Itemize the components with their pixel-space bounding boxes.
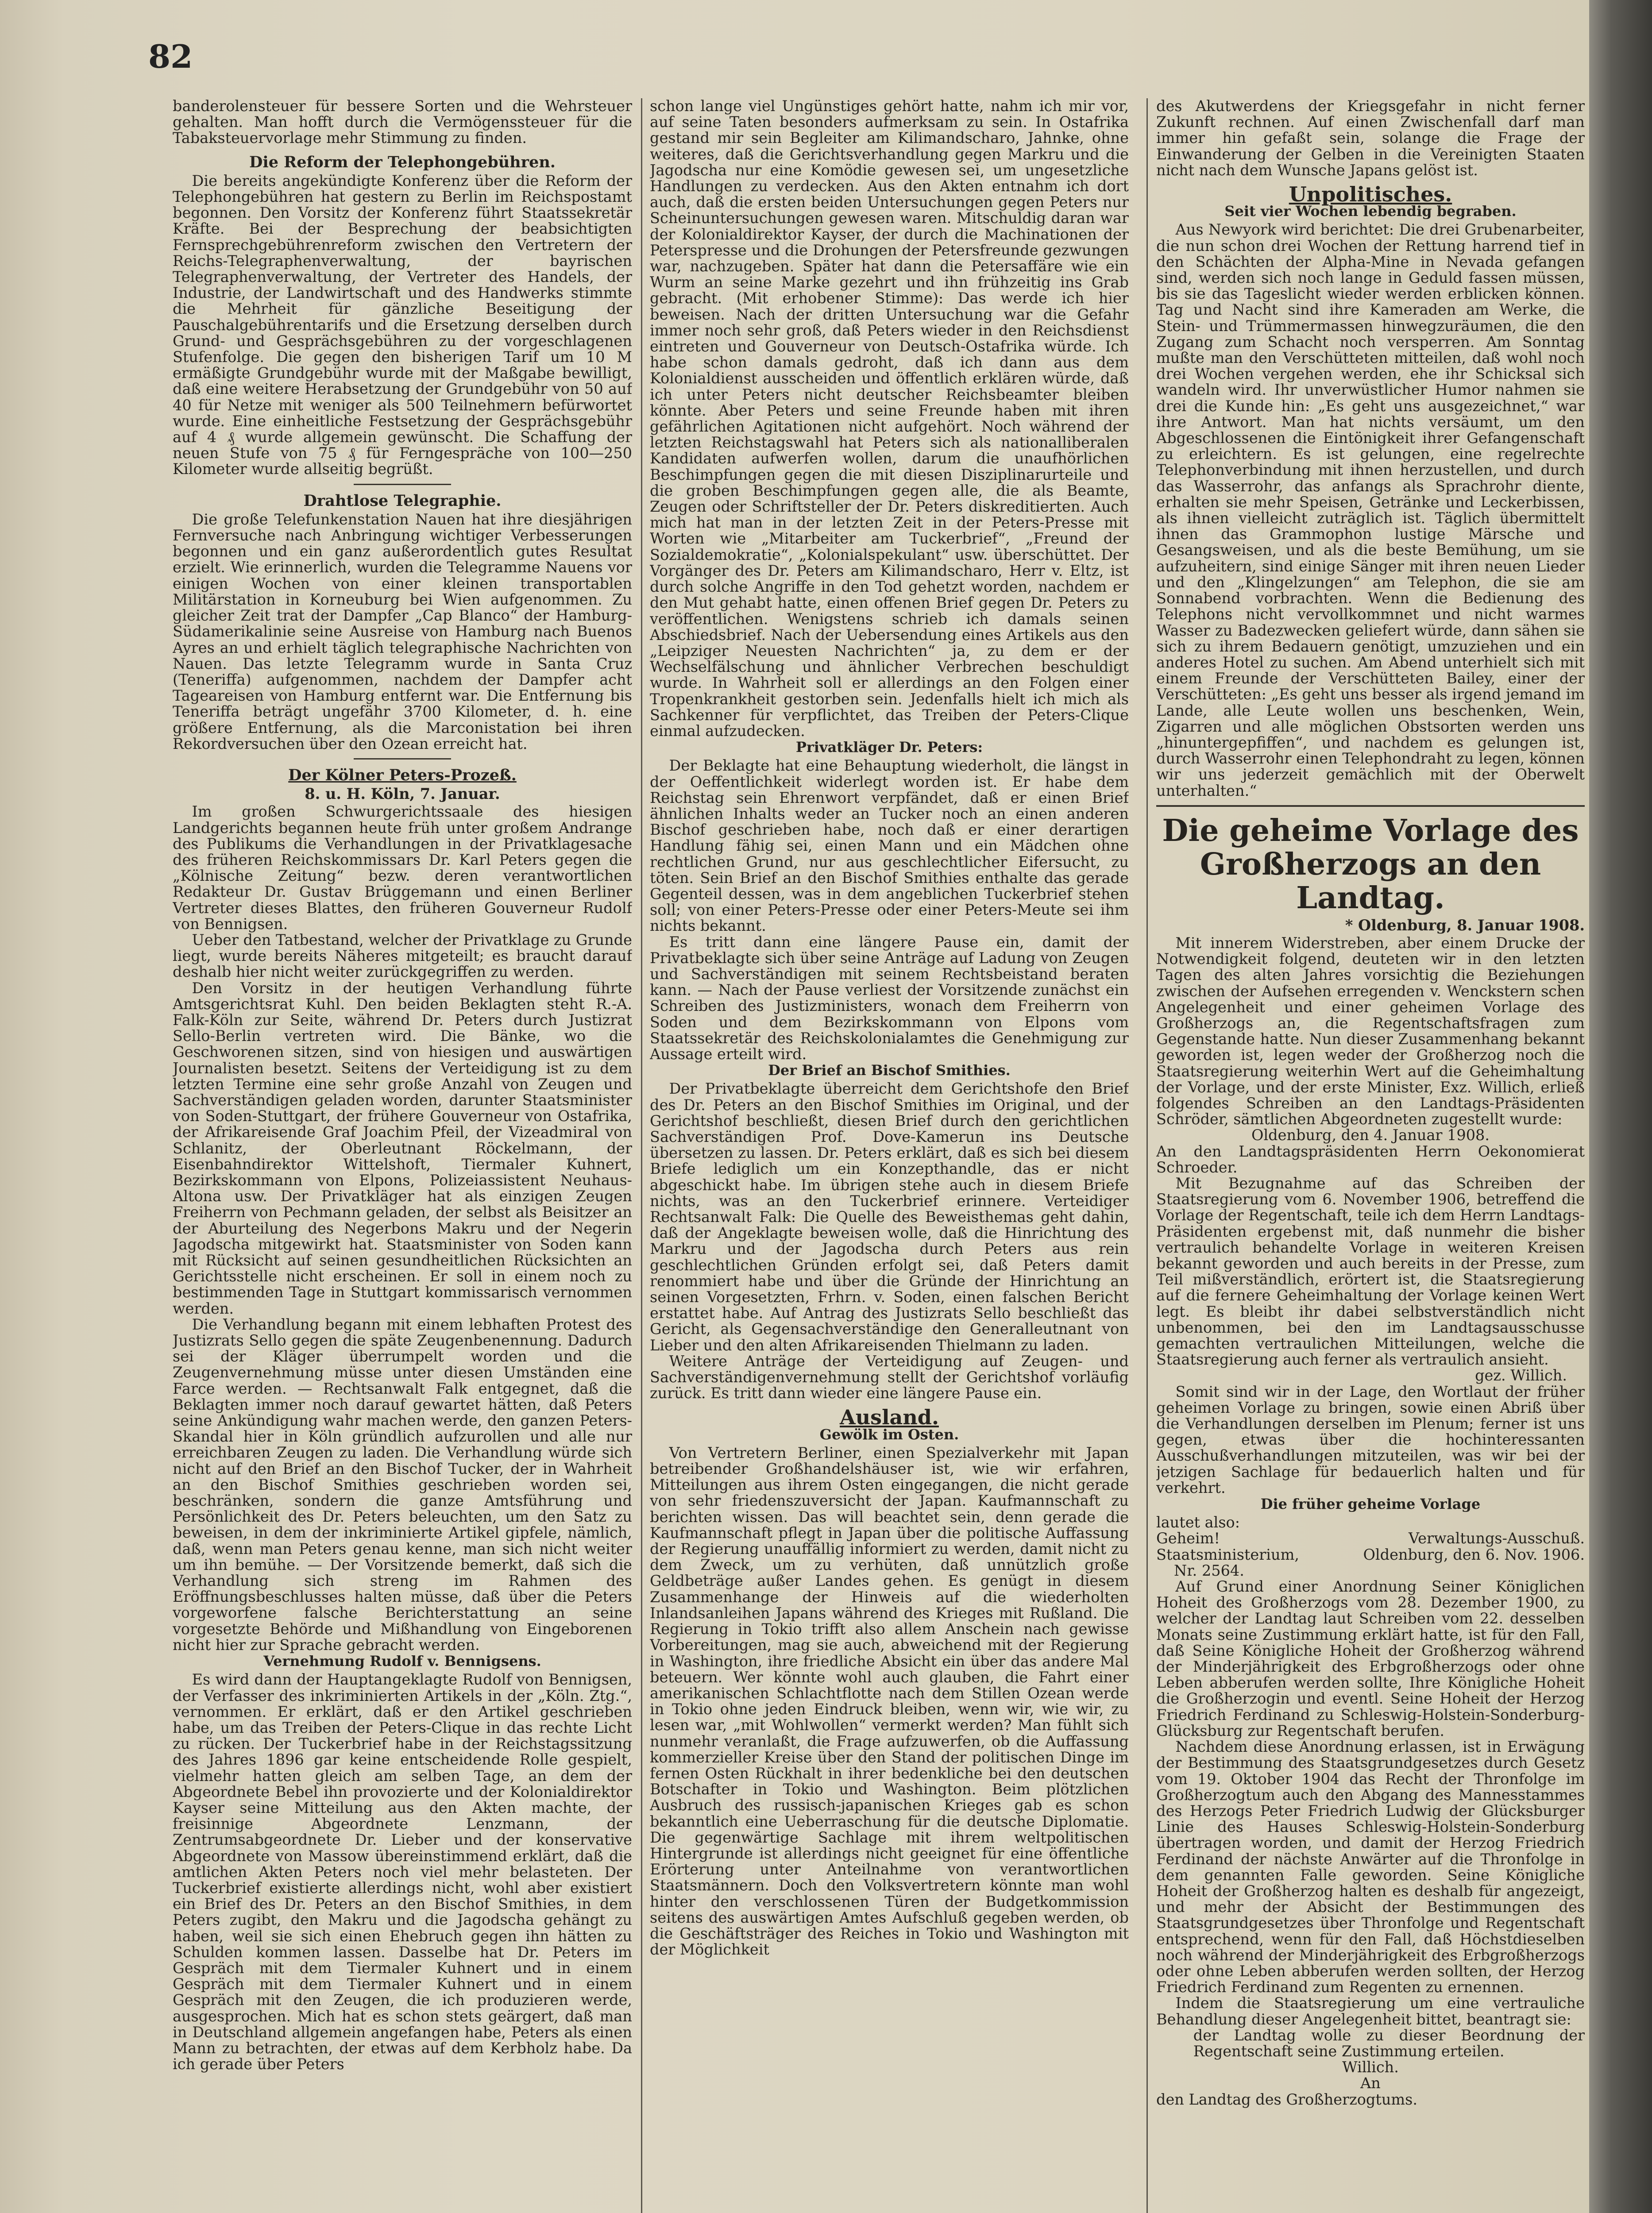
horizontal-rule	[1156, 805, 1585, 807]
label-lautet: lautet also:	[1156, 1514, 1240, 1531]
paragraph: Den Vorsitz in der heutigen Verhandlung führte Amtsgerichtsrat Kuhl. Den beiden Beklagten steht R.-A. Falk-Köln zur Seite, während Dr. Peters durch Justizrat Sello-Berlin vertreten wird. Die Bänke, wo die Geschworenen sitzen, sind von hiesigen und auswärtigen Journalisten besetzt. Seitens der Verteidigung ist zu dem letzten Termine eine sehr große Anzahl von Zeugen und Sachverständigen geladen worden, darunter Staatsminister von Soden-Stuttgart, der frühere Gouverneur von Ostafrika, der Afrikareisende Graf Joachim Pfeil, der Vizeadmiral von Schlanitz, der Oberleutnant Röckelmann, der Eisenbahndirektor Wittelshoft, Tiermaler Kuhnert, Bezirkskommann von Elpons, Polizeiassistent Neuhaus-Altona usw. Der Privatkläger hat als einzigen Zeugen Freiherrn von Pechmann geladen, der selbst als Beisitzer an der Aburteilung des Negerbons Makru und der Negerin Jagodscha mitgewirkt hat. Staatsminister von Soden kann mit Rücksicht auf seinen gesundheitlichen Rücksichten an Gerichtsstelle nicht erscheinen. Er soll in einem noch zu bestimmenden Tage in Stuttgart kommissarisch vernommen werden.	[173, 979, 632, 1317]
section-ausland: Ausland.	[840, 1405, 939, 1430]
paragraph: Im großen Schwurgerichtssaale des hiesigen Landgerichts begannen heute früh unter großem Andrange des Publikums die Verhandlungen in der Privatklagesache des früheren Reichskommissars Dr. Karl Peters gegen die „Kölnische Zeitung“ bezw. deren verantwortlichen Redakteur Dr. Gustav Brüggemann und einen Berliner Vertreter dieses Blattes, den früheren Gouverneur Rudolf von Bennigsen.	[173, 803, 632, 933]
headline-secret-bill: Die geheime Vorlage des Großherzogs an den Landtag.	[1162, 813, 1579, 916]
page-number: 82	[148, 38, 193, 75]
paragraph: Die bereits angekündigte Konferenz über die Reform der Telephongebühren hat gestern zu Berlin im Reichspostamt begonnen. Den Vorsitz der Konferenz führt Staatssekretär Kräfte. Bei der Besprechung der beabsichtigten Fernsprechgebührenreform zwischen den Vertretern der Reichs-Telegraphenverwaltung, der bayrischen Telegraphenverwaltung, der Vertreter des Handels, der Industrie, der Landwirtschaft und des Handwerks stimmte die Mehrheit für gänzliche Beseitigung der Pauschalgebührentarifs und die Ersetzung derselben durch Grund- und Gesprächsgebühren zu der vorgeschlagenen Stufenfolge. Die gegen den bisherigen Tarif um 10 M ermäßigte Grundgebühr wurde mit der Maßgabe bewilligt, daß eine weitere Herabsetzung der Grundgebühr von 50 auf 40 für Netze mit weniger als 500 Teilnehmern befürwortet wurde. Eine einheitliche Festsetzung der Gesprächsgebühr auf 4 ₰ wurde allgemein gewünscht. Die Schaffung der neuen Stufe von 75 ₰ für Ferngespräche von 100—250 Kilometer wurde allseitig begrüßt.	[173, 172, 632, 478]
subheading-bennigsen: Vernehmung Rudolf v. Bennigsens.	[263, 1653, 541, 1670]
paragraph: Nachdem diese Anordnung erlassen, ist in Erwägung der Bestimmung des Staatsgrundgesetzes durch Gesetz vom 19. Oktober 1904 das Recht der Thronfolge im Großherzogtum auch den Abgang des Mannesstammes des Herzogs Peter Friedrich Ludwig der Glücksburger Linie des Hauses Schleswig-Holstein-Sonderburg übertragen worden, und damit der Herzog Friedrich Ferdinand der nächste Anwärter auf die Thronfolge in dem genannten Falle geworden. Seine Königliche Hoheit der Großherzog halten es deshalb für angezeigt, und mehr der Absicht der Bestimmungen des Staatsgrundgesetzes über Thronfolge und Regentschaft entsprechend, wenn für den Fall, daß Höchstdieselben noch während der Minderjährigkeit des Erbgroßherzogs oder ohne Leben abberufen werden sollten, der Herzog Friedrich Ferdinand zum Regenten zu ernennen.	[1156, 1738, 1585, 1996]
paragraph: Der Beklagte hat eine Behauptung wiederholt, die längst in der Oeffentlichkeit widerlegt worden ist. Er habe dem Reichstag sein Ehrenwort verpfändet, daß er einen Brief ähnlichen Inhalts weder an Tucker noch an einen anderen Bischof geschrieben habe, noch daß er einer derartigen Handlung fähig sei, einen Mann und ein Mädchen ohne rechtlichen Grund, nur aus geschlechtlicher Eifersucht, zu töten. Sein Brief an den Bischof Smithies enthalte das gerade Gegenteil dessen, was in dem angeblichen Tuckerbrief stehen soll; von einer Peters-Presse oder einer Peters-Meute sei ihm nichts bekannt.	[650, 757, 1129, 935]
heading-clouds-east: Gewölk im Osten.	[819, 1426, 959, 1443]
letterhead-secret: Geheim!	[1156, 1530, 1220, 1547]
paragraph: Indem die Staatsregierung um eine vertrauliche Behandlung dieser Angelegenheit bittet, beantragt sie:	[1156, 1994, 1585, 2028]
letter-number: Nr. 2564.	[1174, 1561, 1244, 1579]
paragraph: Von Vertretern Berliner, einen Spezialverkehr mit Japan betreibender Großhandelshäuser ist, wie wir erfahren, Mitteilungen aus ihrem Osten eingegangen, die nicht gerade von sehr friedenszuversicht der Japan. Kaufmannschaft zu berichten wissen. Das will beachtet sein, denn gerade die Kaufmannschaft pflegt in Japan über die politische Auffassung der Regierung unauffällig informiert zu werden, damit nicht zu dem Zweck, um zu verhüten, daß unnützlich große Geldbeträge außer Landes gehen. Es genügt in diesem Zusammenhange der Hinweis auf die wiederholten Inlandsanleihen Japans während des Krieges mit Rußland. Die Regierung in Tokio trifft also allem Anschein nach gewisse Vorbereitungen, mag sie auch, abweichend mit der Regierung in Washington, ihre friedliche Absicht ein über das andere Mal beteuern. Wer könnte wohl auch glauben, die Fahrt einer amerikanischen Schlachtflotte nach dem Stillen Ozean werde in Tokio ohne jeden Eindruck bleiben, wenn wir, wie wir, zu lesen war, „mit Wohlwollen“ vermerkt werden? Man fühlt sich nunmehr veranlaßt, die Frage aufzuwerfen, ob die Auffassung kommerzieller Kreise über den Stand der politischen Dinge im fernen Osten Rückhalt in ihrer bedenkliche bei den deutschen Botschafter in Tokio und Washington. Beim plötzlichen Ausbruch des russisch-japanischen Krieges gab es schon bekanntlich eine Ueberraschung für die deutsche Diplomatie. Die gegenwärtige Sachlage mit ihrem weltpolitischen Hintergrunde ist allerdings nicht geeignet für eine öffentliche Erörterung unter Anteilnahme von verantwortlichen Staatsmännern. Doch den Volksvertretern könnte man wohl hinter den verschlossenen Türen der Budgetkommission seitens des auswärtigen Amtes Aufschluß gegeben werden, ob die Geschäftsträger des Reiches in Tokio und Washington mit der Möglichkeit	[650, 1444, 1129, 1959]
letter-date: Oldenburg, den 4. Januar 1908.	[1251, 1126, 1490, 1144]
paragraph: des Akutwerdens der Kriegsgefahr in nicht ferner Zukunft rechnen. Auf einen Zwischenfall darf man immer hin gefaßt sein, solange die Frage der Einwanderung der Gelben in die Vereinigten Staaten nicht nach dem Wunsche Japans gelöst ist.	[1156, 98, 1585, 179]
heading-telephone-reform: Die Reform der Telephongebühren.	[249, 153, 556, 171]
page-edge-shadow	[1589, 0, 1652, 2213]
heading-former-secret-bill: Die früher geheime Vorlage	[1260, 1496, 1481, 1513]
letterhead-row-1	[1156, 1531, 1585, 1546]
letterhead-date: Oldenburg, den 6. Nov. 1906.	[1363, 1546, 1585, 1563]
paragraph: Es tritt dann eine längere Pause ein, damit der Privatbeklagte sich über seine Anträge auf Ladung von Zeugen und Sachverständigen mit seinem Rechtsbeistand beraten kann. — Nach der Pause verliest der Vorsitzende zunächst ein Schreiben des Justizministers, wonach dem Freiherrn von Soden und dem Bezirkskommann von Elpons vom Staatssekretär des Reichskolonialamtes die Genehmigung zur Aussage erteilt wird.	[650, 933, 1129, 1063]
column-1-intro: banderolensteuer für bessere Sorten und die Wehrsteuer gehalten. Man hofft durch die Vermögenssteuer für die Tabaksteuervorlage mehr Stimmung zu finden.	[173, 98, 632, 147]
letterhead-ministry: Staatsministerium,	[1156, 1546, 1299, 1563]
signature: gez. Willich.	[1475, 1367, 1567, 1384]
dateline: 8. u. H. Köln, 7. Januar.	[305, 785, 500, 803]
signature: Willich.	[1342, 2059, 1399, 2076]
paragraph: Der Privatbeklagte überreicht dem Gerichtshofe den Brief des Dr. Peters an den Bischof Smithies im Original, und der Gerichtshof beschließt, diesen Brief durch den gerichtlichen Sachverständigen Prof. Dove-Kamerun ins Deutsche übersetzen zu lassen. Dr. Peters erklärt, daß es sich bei diesem Briefe lediglich um ein Konzepthandle, das er nicht abgeschickt habe. Im übrigen stehe auch in diesem Briefe nichts, was an den Tuckerbrief erinnere. Verteidiger Rechtsanwalt Falk: Die Quelle des Beweisthemas geht dahin, daß der Angeklagte beweisen wolle, daß die Hinrichtung des Markru und der Jagodscha durch Peters aus rein geschlechtlichen Gründen erfolgt sei, daß Peters damit renommiert habe und über die Gründe der Hinrichtung an seinen Vorgesetzten, Frhrn. v. Soden, einen falschen Bericht erstattet habe. Auf Antrag des Justizrats Sello beschließt das Gericht, als Gegensachverständige den Generalleutnant von Lieber und den alten Afrikareisenden Thielmann zu laden.	[650, 1080, 1129, 1354]
address-landtag: den Landtag des Großherzogtums.	[1156, 2090, 1418, 2108]
heading-peters-trial: Der Kölner Peters-Prozeß.	[288, 766, 517, 784]
letterhead-row-2	[1156, 1547, 1585, 1563]
heading-buried-alive: Seit vier Wochen lebendig begraben.	[1224, 203, 1517, 220]
paragraph: Mit Bezugnahme auf das Schreiben der Staatsregierung vom 6. November 1906, betreffend die Vorlage der Regentschaft, teile ich dem Herrn Landtags-Präsidenten ergebenst mit, daß nunmehr die bisher vertraulich behandelte Vorlage in weiteren Kreisen bekannt geworden und auch bereits in der Presse, zum Teil mißverständlich, erörtert ist, die Staatsregierung auf die fernere Geheimhaltung der Vorlage keinen Wert legt. Es bleibt ihr dabei selbstverständlich nicht unbenommen, bei den im Landtagsausschusse gemachten vertraulichen Mitteilungen, welche die Staatsregierung auch ferner als vertraulich ansieht.	[1156, 1174, 1585, 1369]
heading-wireless-telegraphy: Drahtlose Telegraphie.	[303, 491, 502, 510]
column-1	[173, 98, 632, 2213]
separator	[354, 484, 451, 485]
subheading-plaintiff: Privatkläger Dr. Peters:	[795, 739, 983, 756]
letterhead-committee: Verwaltungs-Ausschuß.	[1409, 1530, 1585, 1547]
column-rule-1	[641, 98, 642, 2213]
paragraph: schon lange viel Ungünstiges gehört hatte, nahm ich mir vor, auf seine Taten besonders aufmerksam zu sein. In Ostafrika gestand mir sein Begleiter am Kilimandscharo, Jahnke, ohne weiteres, daß die Gerichtsverhandlung gegen Markru und die Jagodscha nur eine Komödie gewesen sei, um ungesetzliche Handlungen zu verdecken. Aus den Akten entnahm ich dort auch, daß die ersten beiden Untersuchungen gegen Peters nur Scheinuntersuchungen gewesen waren. Mitschuldig daran war der Kolonialdirektor Kayser, der durch die Machinationen der Peterspresse und die Drohungen der Petersfreunde gezwungen war, nachzugeben. Später hat dann die Petersaffäre wie ein Wurm an seine Marke gezehrt und ihn frühzeitig ins Grab gebracht. (Mit erhobener Stimme): Das werde ich hier beweisen. Nach der dritten Untersuchung war die Gefahr immer noch sehr groß, daß Peters wieder in den Reichsdienst eintreten und Gouverneur von Deutsch-Ostafrika würde. Ich habe schon damals gedroht, daß ich dann aus dem Kolonialdienst ausscheiden und öffentlich erklären würde, daß ich unter Peters nicht deutscher Reichsbeamter bleiben könnte. Aber Peters und seine Freunde haben mit ihren gefährlichen Agitationen nicht aufgehört. Noch während der letzten Reichstagswahl hat Peters sich als nationalliberalen Kandidaten aufwerfen wollen, darum die unaufhörlichen Beschimpfungen gegen die mit diesen Disziplinarurteile und die groben Beschimpfungen gegen alle, die als Beamte, Zeugen oder Schriftsteller der Dr. Peters diskreditierten. Auch mich hat man in der letzten Zeit in der Peters-Presse mit Worten wie „Mitarbeiter am Tuckerbrief“, „Freund der Sozialdemokratie“, „Kolonialspekulant“ usw. überschüttet. Der Vorgänger des Dr. Peters am Kilimandscharo, Herr v. Eltz, ist durch solche Angriffe in den Tod gehetzt worden, nachdem er den Mut gehabt hatte, einen offenen Brief gegen Dr. Peters zu veröffentlichen. Wenigstens schrieb ich damals seinen Abschiedsbrief. Nach der Uebersendung eines Artikels aus den „Leipziger Neuesten Nachrichten“ ja, zu dem er der Wechselfälschung und ähnlicher Verbrechen beschuldigt wurde. In Wahrheit soll er allerdings an den Folgen einer Tropenkrankheit gestorben sein. Jedenfalls hielt ich mich als Sachkenner für verpflichtet, das Treiben der Peters-Clique einmal aufzudecken.	[650, 98, 1129, 740]
paragraph: Somit sind wir in der Lage, den Wortlaut der früher geheimen Vorlage zu bringen, sowie einen Abriß über die Verhandlungen derselben im Plenum; ferner ist uns gegen, etwas über die hochinteressanten Ausschußverhandlungen mitzuteilen, was wir bei der jetzigen Sachlage für bedauerlich halten und für verkehrt.	[1156, 1383, 1585, 1496]
paragraph: Weitere Anträge der Verteidigung auf Zeugen- und Sachverständigenvernehmung stellt der Gerichtshof vorläufig zurück. Es tritt dann wieder eine längere Pause ein.	[650, 1352, 1129, 1402]
subheading-letter-smithies: Der Brief an Bischof Smithies.	[768, 1062, 1011, 1079]
address-an: An	[1360, 2074, 1381, 2092]
separator	[354, 758, 451, 760]
section-unpolitisches: Unpolitisches.	[1289, 182, 1452, 207]
paragraph: der Landtag wolle zu dieser Beordnung der Regentschaft seine Zustimmung erteilen.	[1193, 2026, 1585, 2060]
paragraph: Aus Newyork wird berichtet: Die drei Grubenarbeiter, die nun schon drei Wochen der Rettung harrend tief in den Schächten der Alpha-Mine in Nevada gefangen sind, werden sich noch lange in Geduld fassen müssen, bis sie das Tageslicht wieder werden erblicken können. Tag und Nacht sind ihre Kameraden am Werke, die Stein- und Trümmermassen hinwegzuräumen, die den Zugang zum Schacht noch versperren. Am Sonntag mußte man den Verschütteten mitteilen, daß wohl noch drei Wochen vergehen werden, ehe ihr Schicksal sich wandeln wird. Ihr unverwüstlicher Humor nahmen sie drei die Kunde hin: „Es geht uns ausgezeichnet,“ war ihre Antwort. Man hat nichts versäumt, um den Abgeschlossenen die Eintönigkeit ihrer Gefangenschaft zu erleichtern. Es ist gelungen, eine regelrechte Telephonverbindung mit ihnen herzustellen, und durch das Wasserrohr, das anfangs als Sprachrohr diente, erhalten sie mehr Speisen, Getränke und Leckerbissen, als ihnen vielleicht zuträglich ist. Täglich übermittelt ihnen das Grammophon lustige Märsche und Gesangsweisen, und als die beste Bemühung, um sie aufzuheitern, sind einige Sänger mit ihren neuen Lieder und den „Klingelzungen“ am Telephon, die sie am Sonnabend vorbrachten. Wenn die Bedienung des Telephons nicht vervollkommnet und nicht warmes Wasser zu Badezwecken geliefert würde, dann sähen sie sich zu ihrem Bedauern genötigt, umzuziehen und ein anderes Hotel zu suchen. Am Abend unterhielt sich mit einem Freunde der Verschütteten Bailey, einer der Verschütteten: „Es geht uns besser als irgend jemand im Lande, alle Leute wollen uns beschenken, Wein, Zigarren und alle möglichen Obstsorten werden uns „hinuntergepfiffen“, und nachdem es gelungen ist, durch Wasserrohr einen Telephondraht zu legen, können wir uns jederzeit gemächlich mit der Oberwelt unterhalten.“	[1156, 221, 1585, 799]
column-2	[650, 98, 1129, 2213]
paragraph: Die große Telefunkenstation Nauen hat ihre diesjährigen Fernversuche nach Anbringung wichtiger Verbesserungen begonnen und ein ganz außerordentlich gutes Resultat erzielt. Wie erinnerlich, wurden die Telegramme Nauens vor einigen Wochen von einer kleinen transportablen Militärstation in Korneuburg bei Wien aufgenommen. Zu gleicher Zeit trat der Dampfer „Cap Blanco“ der Hamburg-Südamerikalinie seine Ausreise von Hamburg nach Buenos Ayres an und erhielt täglich telegraphische Nachrichten von Nauen. Das letzte Telegramm wurde in Santa Cruz (Teneriffa) aufgenommen, nachdem der Dampfer acht Tageareisen von Hamburg entfernt war. Die Entfernung bis Teneriffa beträgt ungefähr 3700 Kilometer, d. h. eine größere Entfernung, als die Marconistation bei ihren Rekordversuchen über den Ozean erreicht hat.	[173, 510, 632, 752]
paragraph: Die Verhandlung begann mit einem lebhaften Protest des Justizrats Sello gegen die späte Zeugenbenennung. Dadurch sei der Kläger überrumpelt worden und die Zeugenvernehmung müsse unter diesen Umständen eine Farce werden. — Rechtsanwalt Falk entgegnet, daß die Beklagten immer noch darauf gewartet hätten, daß Peters seine Ankündigung wahr machen werde, den ganzen Peters-Skandal hier in Köln gründlich aufzurollen und alle nur erreichbaren Zeugen zu laden. Die Verhandlung würde sich nicht auf den Brief an den Bischof Tucker, der in Wahrheit an den Bischof Smithies geschrieben worden sei, beschränken, sondern die ganze Amtsführung und Persönlichkeit des Dr. Peters beleuchten, um den Satz zu beweisen, in dem der inkriminierte Artikel gipfele, nämlich, daß, wenn man Peters genau kenne, man sich nicht weiter um ihn bemühe. — Der Vorsitzende bemerkt, daß sich die Verhandlung sich streng im Rahmen des Eröffnungsbeschlusses halten müsse, daß über die Peters vorgeworfene falsche Berichterstattung an seine vorgesetzte Behörde und Mißhandlung von Eingeborenen nicht hier zur Sprache gebracht werden.	[173, 1315, 632, 1654]
paragraph: Es wird dann der Hauptangeklagte Rudolf von Bennigsen, der Verfasser des inkriminierten Artikels in der „Köln. Ztg.“, vernommen. Er erklärt, daß er den Artikel geschrieben habe, um das Treiben der Peters-Clique in das rechte Licht zu rücken. Der Tuckerbrief habe in der Reichstagssitzung des Jahres 1896 gar keine entscheidende Rolle gespielt, vielmehr hatten gleich am selben Tage, an dem der Abgeordnete Bebel ihn provozierte und der Kolonialdirektor Kayser seine Mitteilung aus den Akten machte, der freisinnige Abgeordnete Lenzmann, der Zentrumsabgeordnete Dr. Lieber und der konservative Abgeordnete von Massow übereinstimmend erklärt, daß die amtlichen Akten Peters noch viel mehr belasteten. Der Tuckerbrief existierte allerdings nicht, wohl aber existiert ein Brief des Dr. Peters an den Bischof Smithies, in dem Peters zugibt, den Makru und die Jagodscha gehängt zu haben, weil sie sich einen Ehebruch gegen ihn hätten zu Schulden kommen lassen. Dasselbe hat Dr. Peters im Gespräch mit dem Tiermaler Kuhnert und in einem Gespräch mit dem Tiermaler Kuhnert und in einem Gespräch mit den Zeugen, die ich produzieren werde, ausgesprochen. Mich hat es schon stets geärgert, daß man in Deutschland allgemein angefangen habe, Peters als einen Mann zu betrachten, der etwas auf dem Kerbholz habe. Da ich gerade über Peters	[173, 1671, 632, 2073]
paragraph: Ueber den Tatbestand, welcher der Privatklage zu Grunde liegt, wurde bereits Näheres mitgeteilt; es braucht darauf deshalb hier nicht weiter zurückgegriffen zu werden.	[173, 931, 632, 981]
letter-recipient: An den Landtagspräsidenten Herrn Oekonomierat Schroeder.	[1156, 1142, 1585, 1176]
column-3	[1156, 98, 1585, 2213]
paragraph: Mit innerem Widerstreben, aber einem Drucke der Notwendigkeit folgend, deuteten wir in den letzten Tagen des alten Jahres vorsichtig die Beziehungen zwischen der Aufsehen erregenden v. Wenckstern schen Angelegenheit und einer geheimen Vorlage des Großherzogs an, die Regentschaftsfragen zum Gegenstande hatte. Nun dieser Zusammenhang bekannt geworden ist, legen weder der Großherzog noch die Staatsregierung weiterhin Wert auf die Geheimhaltung der Vorlage, und der erste Minister, Exz. Willich, erließ folgendes Schreiben an den Landtags-Präsidenten Schröder, sämtlichen Abgeordneten zugestellt wurde:	[1156, 934, 1585, 1128]
dateline: * Oldenburg, 8. Januar 1908.	[1345, 916, 1585, 934]
paragraph: Auf Grund einer Anordnung Seiner Königlichen Hoheit des Großherzogs vom 28. Dezember 1900, zu welcher der Landtag laut Schreiben vom 22. desselben Monats seine Zustimmung erklärt hatte, ist für den Fall, daß Seine Königliche Hoheit der Großherzog während der Minderjährigkeit des Erbgroßherzogs oder ohne Leben abberufen werden sollte, Ihre Königliche Hoheit die Großherzogin und eventl. Seine Hoheit der Herzog Friedrich Ferdinand zu Schleswig-Holstein-Sonderburg-Glücksburg zur Regentschaft berufen.	[1156, 1578, 1585, 1739]
column-rule-2	[1146, 98, 1148, 2213]
